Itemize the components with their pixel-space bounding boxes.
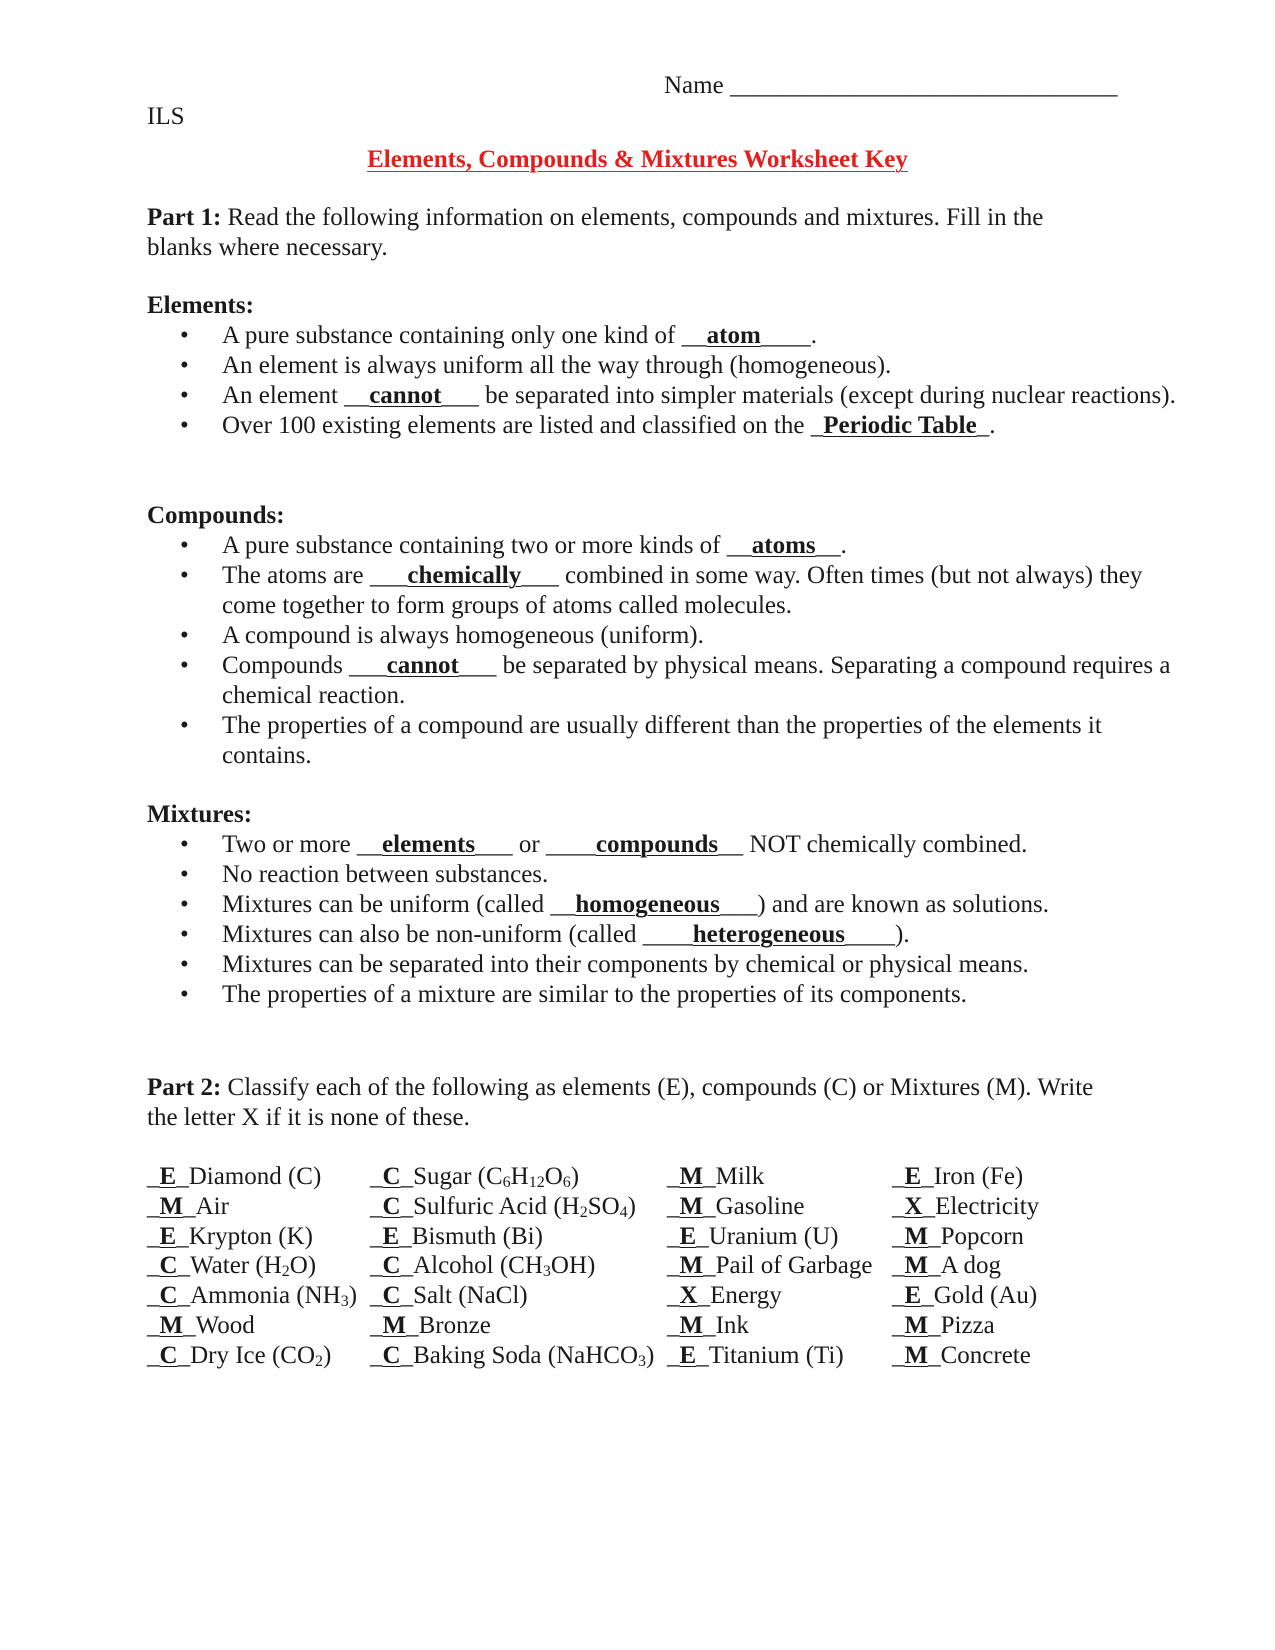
classification-item: _C_Sugar $(C_6H_{12}O_6)$ [370,1163,580,1191]
classification-item: _C_Water $(H_2O)$ [147,1252,317,1281]
compounds-item: • Compounds ___cannot___ be separated by physical means. Separating a compound requires a chemical reaction. [180,652,1171,709]
answer-letter: C [382,1163,401,1190]
answer-letter: M [159,1192,184,1220]
name-field-label: Name _______________________________ [664,72,1118,99]
classification-item: _C_Sulfuric Acid $(H_2SO_4)$ [370,1192,636,1221]
classification-item: _M_Pizza [892,1311,995,1339]
elements-item: • An element __cannot___ be separated into simpler materials (except during nuclear reactions). [180,382,1176,409]
answer-letter: C [159,1341,178,1369]
classification-item: _E_Diamond (C) [147,1163,322,1190]
classification-item: _M_Milk [667,1163,765,1190]
part2-text: Classify each of the following as elements (E), compounds (C) or Mixtures (M). Write the letter X if it is none of these. [147,1074,1094,1131]
answer-letter: C [382,1282,401,1310]
classification-item: _C_Salt (NaCl) [370,1282,528,1310]
answer-letter: M [382,1311,407,1339]
part1-label: Part 1: [147,204,222,231]
mixtures-item: • Two or more __elements___ or ____compounds__ NOT chemically combined. [180,831,1028,858]
bullet-icon: • [180,891,189,918]
classification-item: _E_Uranium (U) [667,1222,839,1250]
elements-item: • An element is always uniform all the way through (homogeneous). [180,352,892,379]
classification-item: _M_Ink [667,1311,749,1339]
compounds-item: • A pure substance containing two or more kinds of __atoms__. [180,532,847,559]
classification-item: _M_Air [147,1192,229,1220]
mixtures-item: • No reaction between substances. [180,861,549,888]
mixtures-item: • Mixtures can also be non-uniform (called ____heterogeneous____). [180,921,910,948]
answer-letter: M [159,1311,184,1339]
compounds-item: • The properties of a compound are usually different than the properties of the elements it contains. [180,712,1102,769]
classification-item: _M_Popcorn [892,1222,1024,1250]
answer-letter: M [904,1311,929,1339]
answer-letter: E [679,1341,697,1369]
classification-item: _C_Alcohol $(CH_3OH)$ [370,1252,596,1281]
classification-item: _M_Wood [147,1311,255,1339]
bullet-icon: • [180,921,189,948]
classification-item: _C_Baking Soda (NaHCO$_3$) [370,1341,655,1370]
bullet-icon: • [180,652,189,679]
bullet-icon: • [180,622,189,649]
mixtures-item: • The properties of a mixture are similar to the properties of its components. [180,981,967,1008]
answer-letter: M [679,1311,704,1339]
classification-item: _M_Concrete [892,1341,1031,1369]
class-label: ILS [147,103,185,130]
part1-text: Read the following information on elements, compounds and mixtures. Fill in the blanks where necessary. [147,204,1044,261]
bullet-icon: • [180,382,189,409]
answer-blank: cannot [386,652,459,679]
classification-column-4 [892,1162,1039,1371]
bullet-icon: • [180,951,189,978]
answer-blank: compounds [595,831,719,858]
part2-instructions [147,1073,1107,1133]
elements-item: • A pure substance containing only one kind of __atom____. [180,322,818,349]
answer-letter: M [904,1341,929,1369]
classification-item: _E_Gold (Au) [892,1282,1038,1310]
classification-item: _X_Energy [667,1282,782,1310]
elements-item: • Over 100 existing elements are listed and classified on the _Periodic Table_. [180,412,996,439]
compounds-item: • A compound is always homogeneous (uniform). [180,622,704,649]
compounds-heading: Compounds: [147,502,285,529]
answer-letter: M [679,1192,704,1220]
classification-item: _C_Ammonia $(NH_3)$ [147,1282,358,1311]
elements-list [147,321,1182,441]
classification-item: _E_Krypton (K) [147,1222,313,1250]
answer-letter: E [904,1163,922,1190]
answer-letter: C [382,1192,401,1220]
answer-blank: atom [706,322,761,349]
answer-letter: E [159,1222,177,1250]
classification-item: _X_Electricity [892,1192,1040,1220]
classification-item: _E_Iron (Fe) [892,1163,1024,1190]
mixtures-heading: Mixtures: [147,801,253,828]
bullet-icon: • [180,532,189,559]
answer-letter: M [679,1252,704,1280]
answer-blank: elements [382,831,476,858]
bullet-icon: • [180,981,189,1008]
answer-letter: M [679,1163,704,1190]
answer-letter: E [159,1163,177,1190]
classification-column-3 [667,1162,873,1371]
bullet-icon: • [180,831,189,858]
elements-heading: Elements: [147,292,254,319]
answer-letter: X [904,1192,923,1220]
answer-blank: homogeneous [575,891,720,918]
classification-column-2 [370,1162,654,1371]
answer-letter: X [679,1282,698,1310]
classification-item: _M_Bronze [370,1311,491,1339]
mixtures-list [147,830,1182,1010]
bullet-icon: • [180,412,189,439]
answer-letter: C [382,1341,401,1369]
classification-column-1 [147,1162,357,1371]
answer-letter: E [382,1222,400,1250]
answer-letter: E [679,1222,697,1250]
bullet-icon: • [180,352,189,379]
answer-letter: C [159,1282,178,1310]
worksheet-title: Elements, Compounds & Mixtures Worksheet Key [367,146,908,173]
bullet-icon: • [180,712,189,739]
bullet-icon: • [180,322,189,349]
classification-item: _M_A dog [892,1252,1002,1280]
part2-label: Part 2: [147,1074,222,1101]
answer-letter: M [904,1252,929,1280]
answer-letter: C [159,1252,178,1280]
part1-instructions [147,203,1107,263]
bullet-icon: • [180,562,189,589]
mixtures-item: • Mixtures can be uniform (called __homogeneous___) and are known as solutions. [180,891,1049,918]
answer-blank: heterogeneous [692,921,845,948]
answer-letter: E [904,1282,922,1310]
classification-item: _M_Pail of Garbage [667,1252,873,1280]
answer-letter: M [904,1222,929,1250]
classification-item: _M_Gasoline [667,1192,805,1220]
answer-blank: Periodic Table [823,412,977,439]
classification-item: _E_Titanium (Ti) [667,1341,844,1369]
answer-blank: cannot [369,382,442,409]
compounds-item: • The atoms are ___chemically___ combined in some way. Often times (but not always) they come together to form groups of atoms called molecules. [180,562,1143,619]
answer-blank: chemically [407,562,522,589]
classification-item: _E_Bismuth (Bi) [370,1222,543,1250]
answer-letter: C [382,1252,401,1280]
compounds-list [147,531,1182,771]
answer-blank: atoms [751,532,816,559]
classification-item: _C_Dry Ice $(CO_2)$ [147,1341,332,1370]
mixtures-item: • Mixtures can be separated into their components by chemical or physical means. [180,951,1029,978]
bullet-icon: • [180,861,189,888]
